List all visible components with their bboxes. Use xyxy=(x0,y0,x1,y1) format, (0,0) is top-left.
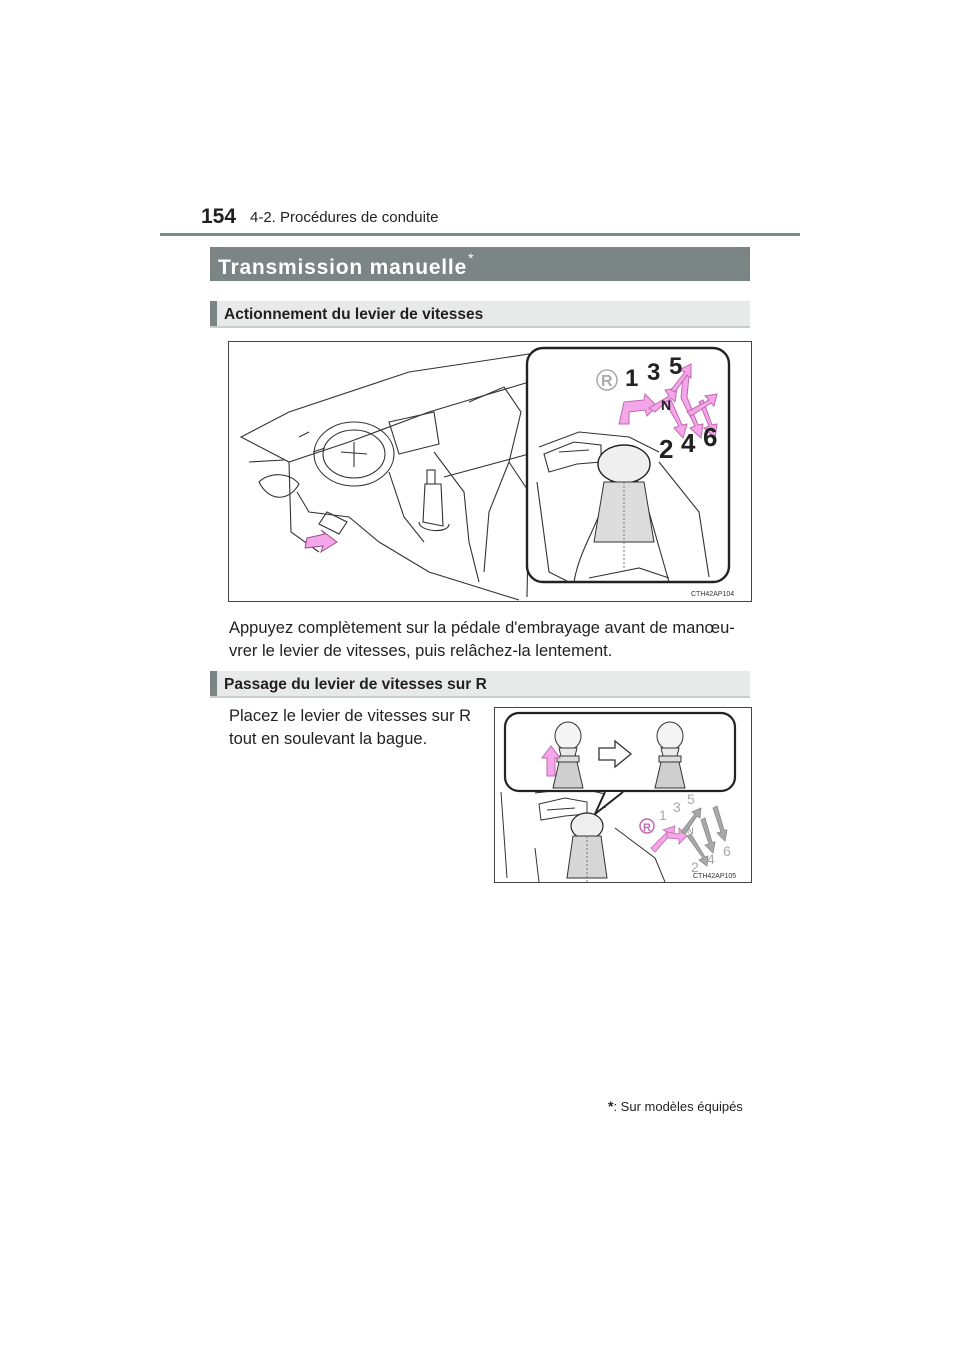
gear-label-r-small: R xyxy=(643,822,651,834)
gear-path-arrows-icon xyxy=(681,806,727,866)
gear-label-6-small: 6 xyxy=(723,843,731,859)
reverse-path-arrow-icon xyxy=(651,826,687,852)
header-rule xyxy=(160,233,800,236)
gear-label-4-small: 4 xyxy=(707,851,715,867)
gear-label-3-small: 3 xyxy=(673,799,681,815)
gear-label-3: 3 xyxy=(647,359,661,386)
page-title xyxy=(210,247,750,281)
footnote xyxy=(608,1098,743,1114)
gear-label-n: N xyxy=(661,397,672,413)
gear-label-5-small: 5 xyxy=(687,791,695,807)
instruction-clutch: Appuyez complètement sur la pédale d'embrayage avant de manœu-vrer le levier de vitesses, puis relâchez-la lentement. xyxy=(229,619,735,660)
title-marker: * xyxy=(468,250,475,266)
section-reference: 4-2. Procédures de conduite xyxy=(250,209,439,226)
section-heading-reverse: Passage du levier de vitesses sur R xyxy=(210,671,750,698)
figure-reverse-shift xyxy=(494,707,752,883)
gear-label-5: 5 xyxy=(669,353,683,380)
gear-label-1: 1 xyxy=(625,365,639,392)
figure-shift-lever-operation xyxy=(228,341,752,602)
gear-label-n-small: N xyxy=(687,826,694,836)
footnote-marker: * xyxy=(608,1098,614,1114)
press-pedal-arrow-icon xyxy=(305,530,337,552)
illustration-reverse-lever xyxy=(495,708,751,882)
gear-label-2: 2 xyxy=(659,434,674,464)
figure-code: CTH42AP104 xyxy=(691,591,735,598)
gear-label-1-small: 1 xyxy=(659,807,667,823)
shift-knob-icon xyxy=(598,445,650,483)
illustration-cabin-shift-pattern xyxy=(229,342,751,601)
gear-label-4: 4 xyxy=(681,428,696,458)
gear-label-6: 6 xyxy=(703,422,718,452)
instruction-reverse: Placez le levier de vitesses sur R tout en soulevant la bague. xyxy=(229,707,472,748)
figure-code-reverse: CTH42AP105 xyxy=(693,873,737,880)
gear-label-r: R xyxy=(601,373,613,390)
gear-label-2-small: 2 xyxy=(691,859,699,875)
section-heading-shift-lever: Actionnement du levier de vitesses xyxy=(210,301,750,328)
footnote-text: : Sur modèles équipés xyxy=(613,1099,743,1114)
shift-knob-lower-icon xyxy=(571,813,603,839)
page-number: 154 xyxy=(201,205,237,228)
page-title-text: Transmission manuelle xyxy=(218,256,468,279)
